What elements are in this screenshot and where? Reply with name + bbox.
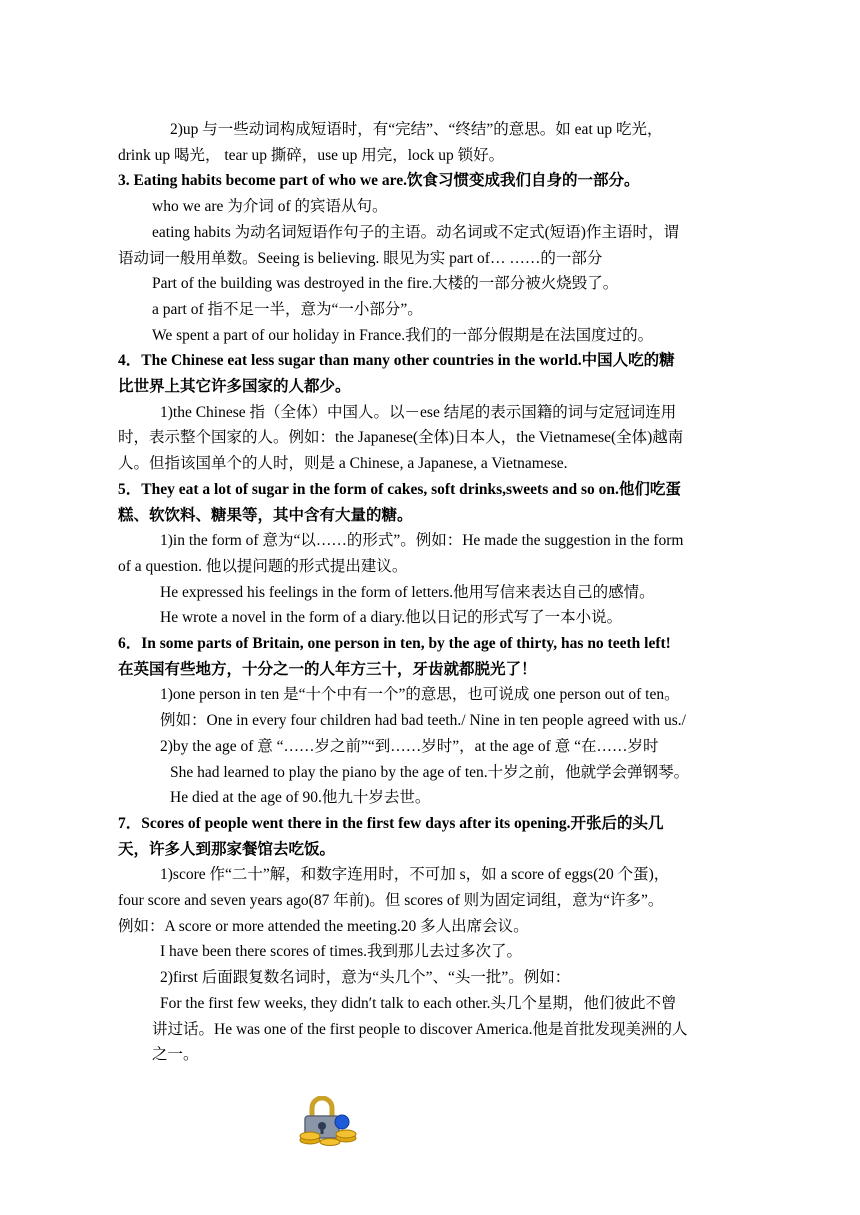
text-line: 人。但指该国单个的人时，则是 a Chinese, a Japanese, a Vietnamese. <box>118 455 568 473</box>
section-heading-line: 4．The Chinese eat less sugar than many other countries in the world.中国人吃的糖 <box>118 352 675 370</box>
section-heading-line: 3. Eating habits become part of who we are.饮食习惯变成我们自身的一部分。 <box>118 172 640 190</box>
section-heading-line: 糕、软饮料、糖果等，其中含有大量的糖。 <box>118 506 413 524</box>
text-line: Part of the building was destroyed in the fire.大楼的一部分被火烧毁了。 <box>152 275 619 293</box>
text-line: 1)the Chinese 指（全体）中国人。以－ese 结尾的表示国籍的词与定冠词连用 <box>160 403 677 421</box>
text-line: We spent a part of our holiday in France.我们的一部分假期是在法国度过的。 <box>152 326 654 344</box>
lock-coins-icon <box>296 1096 360 1146</box>
text-line: 1)in the form of 意为“以……的形式”。例如：He made the suggestion in the form <box>160 532 684 550</box>
text-line: eating habits 为动名词短语作句子的主语。动名词或不定式(短语)作主语时，谓 <box>152 223 679 241</box>
text-line: He wrote a novel in the form of a diary.他以日记的形式写了一本小说。 <box>160 609 623 627</box>
text-line: four score and seven years ago(87 年前)。但 scores of 则为固定词组，意为“许多”。 <box>118 892 664 909</box>
text-line: 2)by the age of 意 “……岁之前”“到……岁时”，at the age of 意 “在……岁时 <box>160 737 659 755</box>
text-line: a part of 指不足一半，意为“一小部分”。 <box>152 300 423 318</box>
text-line: of a question. 他以提问题的形式提出建议。 <box>118 557 408 575</box>
text-line: For the first few weeks, they didn′t talk to each other.头几个星期，他们彼此不曾 <box>160 994 677 1012</box>
text-line: 语动词一般用单数。Seeing is believing. 眼见为实 part of… ……的一部分 <box>118 249 603 267</box>
text-line: drink up 喝光， tear up 撕碎，use up 用完，lock up 锁好。 <box>118 146 505 164</box>
section-heading-line: 在英国有些地方，十分之一的人年方三十，牙齿就都脱光了！ <box>118 660 537 678</box>
text-line: who we are 为介词 of 的宾语从句。 <box>152 198 388 216</box>
text-line: 2)first 后面跟复数名词时，意为“头几个”、“头一批”。例如： <box>160 969 571 987</box>
section-heading-line: 5．They eat a lot of sugar in the form of cakes, soft drinks,sweets and so on.他们吃蛋 <box>118 480 681 498</box>
section-heading-line: 7．Scores of people went there in the first few days after its opening.开张后的头几 <box>118 814 664 832</box>
text-line: 1)one person in ten 是“十个中有一个”的意思，也可说成 one person out of ten。 <box>160 686 680 704</box>
text-line: 2)up 与一些动词构成短语时，有“完结”、“终结”的意思。如 eat up 吃光， <box>170 121 663 138</box>
text-line: 例如：One in every four children had bad teeth./ Nine in ten people agreed with us./ <box>160 712 686 730</box>
text-line: 例如：A score or more attended the meeting.20 多人出席会议。 <box>118 917 529 935</box>
text-line: I have been there scores of times.我到那儿去过多次了。 <box>160 943 523 961</box>
text-line: She had learned to play the piano by the age of ten.十岁之前，他就学会弹钢琴。 <box>170 763 690 781</box>
section-heading-line: 天，许多人到那家餐馆去吃饭。 <box>118 840 336 858</box>
text-line: 1)score 作“二十”解，和数字连用时，不可加 s，如 a score of eggs(20 个蛋)， <box>160 866 670 884</box>
text-line: 之一。 <box>152 1046 199 1064</box>
section-heading-line: 比世界上其它许多国家的人都少。 <box>118 378 351 395</box>
text-line: 时，表示整个国家的人。例如：the Japanese(全体)日本人，the Vietnamese(全体)越南 <box>118 429 684 447</box>
text-line: He expressed his feelings in the form of letters.他用写信来表达自己的感情。 <box>160 583 655 601</box>
section-heading-line: 6．In some parts of Britain, one person in ten, by the age of thirty, has no teeth left! <box>118 635 671 652</box>
text-line: 讲过话。He was one of the first people to discover America.他是首批发现美洲的人 <box>152 1020 688 1038</box>
text-line: He died at the age of 90.他九十岁去世。 <box>170 789 431 807</box>
